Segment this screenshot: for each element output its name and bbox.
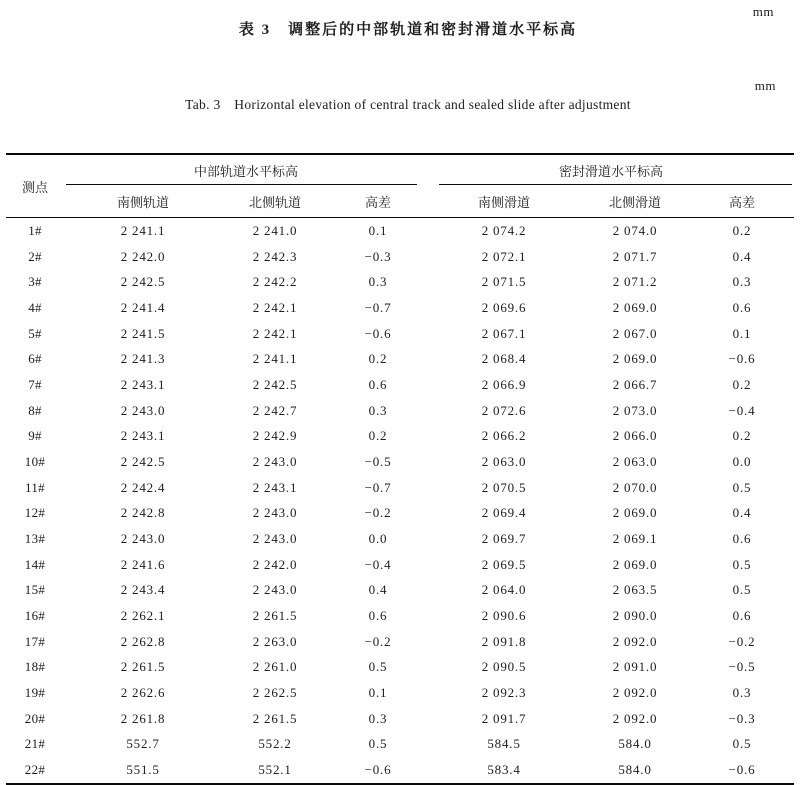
measure-point-cell: 16# [24, 607, 46, 623]
value-cell: 2 071.2 [612, 274, 658, 290]
value-cell: 0.0 [368, 530, 388, 546]
value-cell: 0.3 [368, 402, 388, 418]
value-cell: 2 241.5 [120, 325, 166, 341]
value-cell: 2 071.5 [481, 274, 527, 290]
value-cell: 2 073.0 [612, 402, 658, 418]
measure-point-cell: 10# [24, 453, 46, 469]
value-cell: 0.2 [732, 376, 752, 392]
value-cell: 2 063.5 [612, 582, 658, 598]
value-cell: 2 241.3 [120, 351, 166, 367]
value-cell: 0.5 [732, 479, 752, 495]
table-row [6, 475, 794, 501]
value-cell: 2 070.0 [612, 479, 658, 495]
value-cell: 583.4 [487, 761, 521, 777]
value-cell: 2 243.0 [252, 582, 298, 598]
value-cell: 0.2 [732, 222, 752, 238]
col-header-south-track: 南侧轨道 [64, 185, 222, 218]
value-cell: 2 241.4 [120, 299, 166, 315]
value-cell: −0.5 [728, 659, 756, 675]
measure-point-cell: 3# [28, 274, 42, 290]
table-row [6, 218, 794, 244]
value-cell: 0.6 [732, 530, 752, 546]
value-cell: 0.3 [732, 274, 752, 290]
table-row [6, 757, 794, 784]
measure-point-cell: 4# [28, 299, 42, 315]
value-cell: 2 066.9 [481, 376, 527, 392]
value-cell: 551.5 [126, 761, 160, 777]
table-row [6, 398, 794, 424]
value-cell: 0.4 [732, 505, 752, 521]
table-row [6, 500, 794, 526]
value-cell: 2 090.5 [481, 659, 527, 675]
value-cell: −0.6 [364, 761, 392, 777]
value-cell: 2 069.1 [612, 530, 658, 546]
value-cell: 2 243.1 [252, 479, 298, 495]
value-cell: 0.5 [368, 736, 388, 752]
value-cell: 2 074.2 [481, 222, 527, 238]
value-cell: 2 067.0 [612, 325, 658, 341]
value-cell: 0.1 [368, 684, 388, 700]
value-cell: 2 242.5 [252, 376, 298, 392]
value-cell: −0.2 [364, 633, 392, 649]
value-cell: 2 243.0 [120, 530, 166, 546]
table-row [6, 269, 794, 295]
value-cell: 552.1 [258, 761, 292, 777]
value-cell: 2 243.0 [252, 453, 298, 469]
group-header-row [6, 154, 794, 185]
value-cell: 0.0 [732, 453, 752, 469]
measure-point-cell: 9# [28, 428, 42, 444]
sub-header-row [6, 185, 794, 218]
value-cell: 2 243.0 [252, 530, 298, 546]
value-cell: −0.4 [364, 556, 392, 572]
value-cell: 2 241.1 [252, 351, 298, 367]
value-cell: −0.6 [728, 761, 756, 777]
value-cell: 2 242.0 [252, 556, 298, 572]
value-cell: 2 069.7 [481, 530, 527, 546]
col-header-measure-point: 测点 [6, 154, 64, 218]
value-cell: 2 074.0 [612, 222, 658, 238]
value-cell: 2 072.1 [481, 248, 527, 264]
measure-point-cell: 2# [28, 248, 42, 264]
value-cell: 2 063.0 [612, 453, 658, 469]
table-row [6, 731, 794, 757]
measure-point-cell: 18# [24, 659, 46, 675]
value-cell: 584.0 [618, 761, 652, 777]
group-header-sealed-slide: 密封滑道水平标高 [428, 154, 794, 185]
value-cell: 0.5 [368, 659, 388, 675]
col-header-track-diff: 高差 [328, 185, 428, 218]
measure-point-cell: 8# [28, 402, 42, 418]
table-row [6, 372, 794, 398]
value-cell: 2 241.0 [252, 222, 298, 238]
value-cell: −0.3 [364, 248, 392, 264]
value-cell: 2 069.6 [481, 299, 527, 315]
table-row [6, 552, 794, 578]
value-cell: 2 242.1 [252, 325, 298, 341]
value-cell: 2 241.1 [120, 222, 166, 238]
value-cell: 2 261.0 [252, 659, 298, 675]
value-cell: 0.6 [368, 376, 388, 392]
value-cell: −0.3 [728, 710, 756, 726]
value-cell: 2 262.6 [120, 684, 166, 700]
table-row [6, 423, 794, 449]
value-cell: 2 069.0 [612, 299, 658, 315]
value-cell: 2 068.4 [481, 351, 527, 367]
value-cell: 2 243.1 [120, 376, 166, 392]
value-cell: 2 243.1 [120, 428, 166, 444]
table-row [6, 346, 794, 372]
unit-label-top: mm [752, 4, 774, 19]
value-cell: 2 261.8 [120, 710, 166, 726]
value-cell: 2 091.0 [612, 659, 658, 675]
table-row [6, 244, 794, 270]
group-header-central-track: 中部轨道水平标高 [64, 154, 428, 185]
value-cell: 2 069.0 [612, 351, 658, 367]
col-header-north-track: 北侧轨道 [222, 185, 328, 218]
value-cell: 2 091.8 [481, 633, 527, 649]
value-cell: 2 262.8 [120, 633, 166, 649]
value-cell: 2 091.7 [481, 710, 527, 726]
table-row [6, 706, 794, 732]
table-row [6, 449, 794, 475]
caption-en-row [0, 77, 800, 151]
value-cell: 2 092.0 [612, 633, 658, 649]
measure-point-cell: 14# [24, 556, 46, 572]
value-cell: 2 067.1 [481, 325, 527, 341]
value-cell: 0.4 [732, 248, 752, 264]
table-caption-en: Tab. 3 Horizontal elevation of central track and sealed slide after adjustment [185, 97, 631, 112]
value-cell: 2 241.6 [120, 556, 166, 572]
value-cell: 2 066.7 [612, 376, 658, 392]
value-cell: 2 262.1 [120, 607, 166, 623]
value-cell: 2 092.0 [612, 684, 658, 700]
value-cell: 2 242.7 [252, 402, 298, 418]
table-row [6, 526, 794, 552]
unit-label-bottom: mm [754, 78, 776, 93]
value-cell: 0.6 [368, 607, 388, 623]
value-cell: 552.7 [126, 736, 160, 752]
value-cell: 0.3 [368, 274, 388, 290]
table-row [6, 680, 794, 706]
value-cell: 2 242.8 [120, 505, 166, 521]
measure-point-cell: 1# [28, 222, 42, 238]
value-cell: 2 263.0 [252, 633, 298, 649]
value-cell: 2 242.3 [252, 248, 298, 264]
measure-point-cell: 13# [24, 530, 46, 546]
value-cell: 2 069.5 [481, 556, 527, 572]
value-cell: 2 261.5 [252, 607, 298, 623]
value-cell: 2 064.0 [481, 582, 527, 598]
value-cell: 2 092.3 [481, 684, 527, 700]
value-cell: −0.6 [728, 351, 756, 367]
value-cell: 2 243.0 [120, 402, 166, 418]
value-cell: 0.1 [732, 325, 752, 341]
value-cell: 584.0 [618, 736, 652, 752]
value-cell: 2 069.0 [612, 505, 658, 521]
value-cell: −0.2 [728, 633, 756, 649]
value-cell: 0.2 [368, 428, 388, 444]
value-cell: 2 071.7 [612, 248, 658, 264]
measure-point-cell: 7# [28, 376, 42, 392]
value-cell: 2 090.6 [481, 607, 527, 623]
col-header-north-slide: 北侧滑道 [580, 185, 690, 218]
value-cell: 0.2 [732, 428, 752, 444]
table-row [6, 577, 794, 603]
table-row [6, 295, 794, 321]
value-cell: 2 066.0 [612, 428, 658, 444]
value-cell: 0.3 [368, 710, 388, 726]
value-cell: 2 261.5 [120, 659, 166, 675]
value-cell: 2 069.4 [481, 505, 527, 521]
value-cell: −0.2 [364, 505, 392, 521]
value-cell: −0.7 [364, 479, 392, 495]
value-cell: 2 066.2 [481, 428, 527, 444]
value-cell: 2 242.9 [252, 428, 298, 444]
measure-point-cell: 20# [24, 710, 46, 726]
value-cell: 0.3 [732, 684, 752, 700]
value-cell: 2 070.5 [481, 479, 527, 495]
measure-point-cell: 15# [24, 582, 46, 598]
measure-point-cell: 19# [24, 684, 46, 700]
value-cell: −0.4 [728, 402, 756, 418]
value-cell: 2 242.0 [120, 248, 166, 264]
value-cell: 0.5 [732, 582, 752, 598]
measure-point-cell: 21# [24, 736, 46, 752]
value-cell: 2 243.0 [252, 505, 298, 521]
value-cell: 2 063.0 [481, 453, 527, 469]
table-row [6, 654, 794, 680]
value-cell: 2 090.0 [612, 607, 658, 623]
value-cell: 2 242.5 [120, 274, 166, 290]
value-cell: 2 242.4 [120, 479, 166, 495]
value-cell: 0.1 [368, 222, 388, 238]
value-cell: 0.5 [732, 736, 752, 752]
value-cell: 2 069.0 [612, 556, 658, 572]
value-cell: 2 242.1 [252, 299, 298, 315]
measure-point-cell: 12# [24, 505, 46, 521]
col-header-south-slide: 南侧滑道 [428, 185, 580, 218]
value-cell: 2 242.2 [252, 274, 298, 290]
value-cell: 2 261.5 [252, 710, 298, 726]
value-cell: 2 242.5 [120, 453, 166, 469]
value-cell: 2 092.0 [612, 710, 658, 726]
value-cell: −0.6 [364, 325, 392, 341]
value-cell: 2 262.5 [252, 684, 298, 700]
value-cell: 0.6 [732, 607, 752, 623]
value-cell: 584.5 [487, 736, 521, 752]
table-row [6, 603, 794, 629]
measure-point-cell: 17# [24, 633, 46, 649]
table-row [6, 321, 794, 347]
value-cell: −0.5 [364, 453, 392, 469]
value-cell: 2 072.6 [481, 402, 527, 418]
value-cell: 0.5 [732, 556, 752, 572]
table-body [6, 218, 794, 784]
value-cell: 0.4 [368, 582, 388, 598]
measure-point-cell: 5# [28, 325, 42, 341]
value-cell: 0.2 [368, 351, 388, 367]
table-header [6, 154, 794, 218]
col-header-slide-diff: 高差 [690, 185, 794, 218]
measure-point-cell: 22# [24, 761, 46, 777]
measure-point-cell: 11# [25, 479, 45, 495]
table-row [6, 629, 794, 655]
value-cell: 0.6 [732, 299, 752, 315]
measure-point-cell: 6# [28, 351, 42, 367]
caption-zh-row [0, 2, 800, 77]
value-cell: −0.7 [364, 299, 392, 315]
value-cell: 2 243.4 [120, 582, 166, 598]
elevation-table [6, 153, 794, 785]
table-caption-zh: 表 3 调整后的中部轨道和密封滑道水平标高 [238, 22, 578, 38]
value-cell: 552.2 [258, 736, 292, 752]
